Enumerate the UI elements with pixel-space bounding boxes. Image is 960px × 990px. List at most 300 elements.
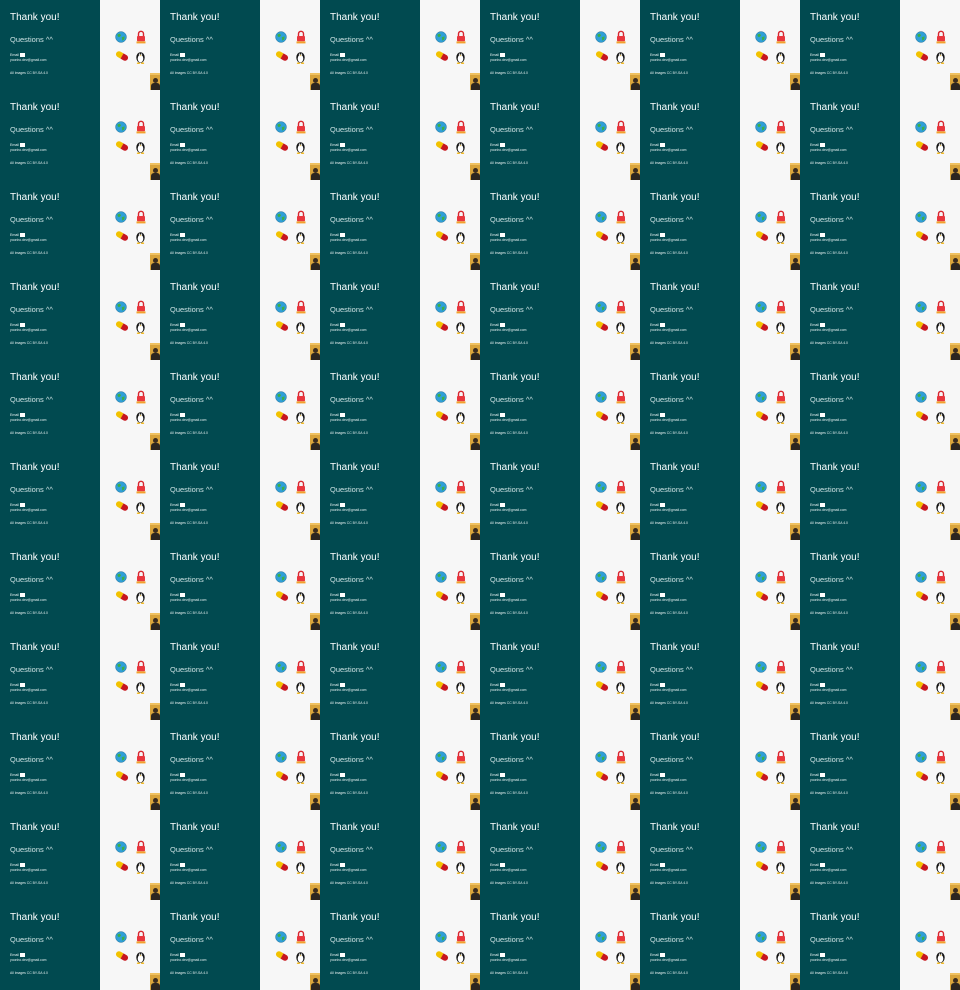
slide-thumbnail[interactable] [480,900,640,990]
slide-title: Thank you! [10,282,60,293]
icon-cluster [100,360,160,450]
slide-thumbnail[interactable] [0,720,160,810]
icon-cluster [420,450,480,540]
slide-thumbnail[interactable] [800,810,960,900]
mail-icon [340,503,345,506]
email-label: Email [170,53,179,57]
icon-cluster [740,630,800,720]
slide-thumbnail[interactable] [160,630,320,720]
mail-icon [500,53,505,56]
tux-penguin-icon [135,140,146,154]
slide-thumbnail[interactable] [0,270,160,360]
email-label-row [10,53,25,57]
mail-icon [180,953,185,956]
slide-thumbnail[interactable] [320,720,480,810]
slide-thumbnail[interactable] [800,450,960,540]
speaker-photo [790,793,800,810]
email-label-row [490,593,505,597]
license-note: All Images CC BY-SA 4.0 [170,611,208,615]
slide-questions: Questions ^^ [810,485,853,494]
slide-thumbnail[interactable] [480,0,640,90]
globe-icon [275,661,287,673]
slide-questions: Questions ^^ [490,35,533,44]
globe-icon [115,661,127,673]
globe-icon [755,301,767,313]
mail-icon [340,233,345,236]
slide-thumbnail[interactable] [800,720,960,810]
slide-thumbnail[interactable] [320,900,480,990]
slide-thumbnail[interactable] [320,810,480,900]
license-note: All Images CC BY-SA 4.0 [330,971,368,975]
slide-thumbnail[interactable] [320,180,480,270]
mail-icon [340,323,345,326]
slide-thumbnail[interactable] [480,540,640,630]
slide-thumbnail[interactable] [480,90,640,180]
pill-icon [595,411,609,421]
icon-cluster [580,720,640,810]
tux-penguin-icon [295,230,306,244]
slide-title: Thank you! [810,102,860,113]
pill-icon [915,501,929,511]
speaker-photo [310,73,320,90]
slide-questions: Questions ^^ [650,125,693,134]
speaker-photo [470,883,480,900]
license-note: All Images CC BY-SA 4.0 [650,881,688,885]
email-label-row [170,413,185,417]
license-note: All Images CC BY-SA 4.0 [170,971,208,975]
slide-thumbnail[interactable] [480,810,640,900]
slide-questions: Questions ^^ [170,125,213,134]
pill-icon [755,51,769,61]
slide-thumbnail[interactable] [160,180,320,270]
icon-cluster [420,540,480,630]
email-label-row [650,683,665,687]
email-label: Email [650,863,659,867]
email-label: Email [810,233,819,237]
pill-icon [595,951,609,961]
slide-thumbnail[interactable] [320,270,480,360]
mail-icon [500,593,505,596]
slide-thumbnail[interactable] [640,0,800,90]
slide-questions: Questions ^^ [490,665,533,674]
slide-thumbnail[interactable] [0,180,160,270]
email-label-row [170,953,185,957]
slide-thumbnail[interactable] [640,360,800,450]
email-label-row [330,413,345,417]
slide-questions: Questions ^^ [170,305,213,314]
icon-cluster [100,180,160,270]
slide-text-panel [800,90,900,180]
tux-penguin-icon [615,500,626,514]
mail-icon [500,143,505,146]
slide-text-panel [640,540,740,630]
mail-icon [180,593,185,596]
slide-text-panel [320,270,420,360]
speaker-photo [470,523,480,540]
slide-title: Thank you! [810,282,860,293]
slide-thumbnail[interactable] [640,630,800,720]
mail-icon [660,953,665,956]
globe-icon [915,391,927,403]
mail-icon [820,773,825,776]
globe-icon [755,31,767,43]
license-note: All Images CC BY-SA 4.0 [490,791,528,795]
slide-text-panel [160,0,260,90]
slide-title: Thank you! [490,192,540,203]
email-label: Email [10,593,19,597]
pill-icon [275,51,289,61]
email-address: yoonho.dev@gmail.com [810,508,847,512]
pill-icon [755,231,769,241]
icon-cluster [100,810,160,900]
email-address: yoonho.dev@gmail.com [490,868,527,872]
speaker-photo [790,973,800,990]
slide-title: Thank you! [10,642,60,653]
tux-penguin-icon [775,680,786,694]
globe-icon [115,481,127,493]
icon-cluster [740,900,800,990]
speaker-photo [630,883,640,900]
slide-questions: Questions ^^ [490,215,533,224]
speaker-photo [790,883,800,900]
speaker-photo [950,163,960,180]
slide-thumbnail[interactable] [160,270,320,360]
slide-thumbnail[interactable] [0,630,160,720]
license-note: All Images CC BY-SA 4.0 [10,161,48,165]
license-note: All Images CC BY-SA 4.0 [810,791,848,795]
slide-thumbnail[interactable] [640,270,800,360]
slide-thumbnail[interactable] [320,450,480,540]
email-label-row [170,143,185,147]
tux-penguin-icon [935,410,946,424]
speaker-photo [150,973,160,990]
slide-text-panel [480,540,580,630]
slide-questions: Questions ^^ [330,305,373,314]
email-address: yoonho.dev@gmail.com [10,418,47,422]
globe-icon [755,571,767,583]
lock-icon [936,840,946,854]
pill-icon [435,231,449,241]
license-note: All Images CC BY-SA 4.0 [170,881,208,885]
pill-icon [755,321,769,331]
email-label: Email [10,503,19,507]
license-note: All Images CC BY-SA 4.0 [490,971,528,975]
slide-thumbnail[interactable] [0,540,160,630]
slide-text-panel [160,90,260,180]
slide-title: Thank you! [10,12,60,23]
slide-thumbnail[interactable] [160,720,320,810]
email-label: Email [170,863,179,867]
email-address: yoonho.dev@gmail.com [10,868,47,872]
pill-icon [115,231,129,241]
slide-thumbnail[interactable] [320,90,480,180]
email-label-row [810,863,825,867]
slide-title: Thank you! [170,462,220,473]
slide-questions: Questions ^^ [810,125,853,134]
slide-questions: Questions ^^ [170,575,213,584]
email-label: Email [330,593,339,597]
slide-title: Thank you! [170,552,220,563]
mail-icon [820,53,825,56]
email-label-row [330,503,345,507]
icon-cluster [420,900,480,990]
license-note: All Images CC BY-SA 4.0 [490,71,528,75]
slide-thumbnail[interactable] [160,540,320,630]
tux-penguin-icon [615,320,626,334]
slide-title: Thank you! [10,372,60,383]
email-address: yoonho.dev@gmail.com [650,508,687,512]
slide-thumbnail[interactable] [320,360,480,450]
slide-title: Thank you! [330,642,380,653]
slide-questions: Questions ^^ [330,755,373,764]
lock-icon [456,390,466,404]
email-address: yoonho.dev@gmail.com [170,238,207,242]
globe-icon [115,121,127,133]
slide-thumbnail[interactable] [160,360,320,450]
tux-penguin-icon [135,500,146,514]
slide-title: Thank you! [650,552,700,563]
email-address: yoonho.dev@gmail.com [490,238,527,242]
slide-thumbnail[interactable] [160,450,320,540]
lock-icon [616,840,626,854]
tux-penguin-icon [455,230,466,244]
slide-thumbnail[interactable] [640,180,800,270]
slide-thumbnail[interactable] [800,90,960,180]
email-address: yoonho.dev@gmail.com [170,598,207,602]
lock-icon [296,480,306,494]
globe-icon [115,571,127,583]
lock-icon [456,300,466,314]
slide-thumbnail[interactable] [640,720,800,810]
slide-thumbnail[interactable] [160,0,320,90]
speaker-photo [470,973,480,990]
slide-text-panel [480,270,580,360]
tux-penguin-icon [295,590,306,604]
slide-thumbnail[interactable] [160,900,320,990]
email-label-row [10,863,25,867]
lock-icon [136,840,146,854]
slide-text-panel [320,630,420,720]
globe-icon [115,751,127,763]
slide-thumbnail[interactable] [480,180,640,270]
icon-cluster [420,180,480,270]
pill-icon [755,141,769,151]
slide-questions: Questions ^^ [490,395,533,404]
mail-icon [20,53,25,56]
email-label: Email [650,773,659,777]
pill-icon [595,51,609,61]
slide-questions: Questions ^^ [10,305,53,314]
slide-thumbnail[interactable] [0,90,160,180]
globe-icon [115,301,127,313]
lock-icon [136,210,146,224]
email-label-row [170,233,185,237]
email-label: Email [650,323,659,327]
email-address: yoonho.dev@gmail.com [170,778,207,782]
slide-thumbnail[interactable] [0,810,160,900]
slide-thumbnail[interactable] [800,180,960,270]
license-note: All Images CC BY-SA 4.0 [810,251,848,255]
slide-title: Thank you! [330,372,380,383]
slide-text-panel [0,810,100,900]
icon-cluster [260,630,320,720]
slide-thumbnail[interactable] [0,450,160,540]
slide-thumbnail[interactable] [160,90,320,180]
email-address: yoonho.dev@gmail.com [330,418,367,422]
globe-icon [595,931,607,943]
mail-icon [500,683,505,686]
globe-icon [275,931,287,943]
slide-title: Thank you! [490,822,540,833]
slide-thumbnail[interactable] [800,900,960,990]
speaker-photo [790,523,800,540]
tux-penguin-icon [615,230,626,244]
license-note: All Images CC BY-SA 4.0 [490,521,528,525]
license-note: All Images CC BY-SA 4.0 [330,701,368,705]
tux-penguin-icon [455,770,466,784]
tux-penguin-icon [775,140,786,154]
globe-icon [115,931,127,943]
mail-icon [660,53,665,56]
slide-thumbnail[interactable] [640,900,800,990]
email-label: Email [490,593,499,597]
email-label: Email [170,773,179,777]
globe-icon [915,931,927,943]
email-label: Email [10,683,19,687]
license-note: All Images CC BY-SA 4.0 [650,251,688,255]
pill-icon [595,231,609,241]
email-label: Email [10,323,19,327]
slide-questions: Questions ^^ [490,125,533,134]
lock-icon [136,120,146,134]
speaker-photo [310,253,320,270]
slide-title: Thank you! [650,102,700,113]
icon-cluster [100,450,160,540]
slide-text-panel [800,900,900,990]
slide-text-panel [640,720,740,810]
tux-penguin-icon [135,410,146,424]
slide-thumbnail[interactable] [480,450,640,540]
tux-penguin-icon [455,410,466,424]
icon-cluster [420,810,480,900]
slide-thumbnail[interactable] [800,630,960,720]
slide-thumbnail[interactable] [320,0,480,90]
slide-thumbnail[interactable] [800,360,960,450]
email-address: yoonho.dev@gmail.com [810,418,847,422]
email-label-row [490,233,505,237]
pill-icon [915,861,929,871]
license-note: All Images CC BY-SA 4.0 [330,71,368,75]
speaker-photo [630,163,640,180]
slide-thumbnail[interactable] [480,270,640,360]
slide-text-panel [480,900,580,990]
license-note: All Images CC BY-SA 4.0 [170,341,208,345]
speaker-photo [630,433,640,450]
pill-icon [115,141,129,151]
license-note: All Images CC BY-SA 4.0 [170,161,208,165]
slide-thumbnail[interactable] [800,0,960,90]
license-note: All Images CC BY-SA 4.0 [170,701,208,705]
slide-thumbnail[interactable] [160,810,320,900]
slide-title: Thank you! [170,912,220,923]
slide-questions: Questions ^^ [330,395,373,404]
slide-questions: Questions ^^ [810,215,853,224]
slide-questions: Questions ^^ [810,305,853,314]
icon-cluster [580,270,640,360]
mail-icon [180,863,185,866]
tux-penguin-icon [615,410,626,424]
slide-thumbnail[interactable] [0,0,160,90]
email-label: Email [10,53,19,57]
icon-cluster [900,900,960,990]
slide-thumbnail[interactable] [640,450,800,540]
slide-questions: Questions ^^ [650,935,693,944]
email-label-row [170,503,185,507]
email-address: yoonho.dev@gmail.com [330,868,367,872]
slide-thumbnail[interactable] [640,810,800,900]
tux-penguin-icon [935,140,946,154]
email-label-row [810,773,825,777]
slide-thumbnail[interactable] [640,90,800,180]
pill-icon [275,681,289,691]
slide-thumbnail[interactable] [480,360,640,450]
email-label: Email [170,953,179,957]
mail-icon [340,953,345,956]
email-address: yoonho.dev@gmail.com [810,328,847,332]
pill-icon [115,861,129,871]
slide-questions: Questions ^^ [10,575,53,584]
globe-icon [435,751,447,763]
license-note: All Images CC BY-SA 4.0 [330,791,368,795]
pill-icon [915,51,929,61]
license-note: All Images CC BY-SA 4.0 [490,701,528,705]
slide-thumbnail[interactable] [640,540,800,630]
slide-thumbnail[interactable] [0,900,160,990]
tux-penguin-icon [135,320,146,334]
tux-penguin-icon [935,230,946,244]
lock-icon [616,930,626,944]
slide-thumbnail[interactable] [800,540,960,630]
slide-questions: Questions ^^ [170,485,213,494]
slide-thumbnail[interactable] [800,270,960,360]
slide-thumbnail[interactable] [0,360,160,450]
slide-thumbnail[interactable] [480,720,640,810]
mail-icon [660,773,665,776]
slide-questions: Questions ^^ [330,845,373,854]
icon-cluster [100,0,160,90]
slide-text-panel [320,900,420,990]
pill-icon [115,51,129,61]
slide-text-panel [320,450,420,540]
email-label-row [490,863,505,867]
slide-thumbnail[interactable] [320,630,480,720]
slide-thumbnail[interactable] [320,540,480,630]
icon-cluster [420,90,480,180]
slide-thumbnail[interactable] [480,630,640,720]
slide-title: Thank you! [810,192,860,203]
lock-icon [776,570,786,584]
pill-icon [115,951,129,961]
icon-cluster [580,810,640,900]
email-label-row [490,323,505,327]
lock-icon [936,300,946,314]
mail-icon [340,593,345,596]
globe-icon [115,391,127,403]
speaker-photo [150,523,160,540]
email-label: Email [650,593,659,597]
speaker-photo [470,343,480,360]
speaker-photo [790,343,800,360]
